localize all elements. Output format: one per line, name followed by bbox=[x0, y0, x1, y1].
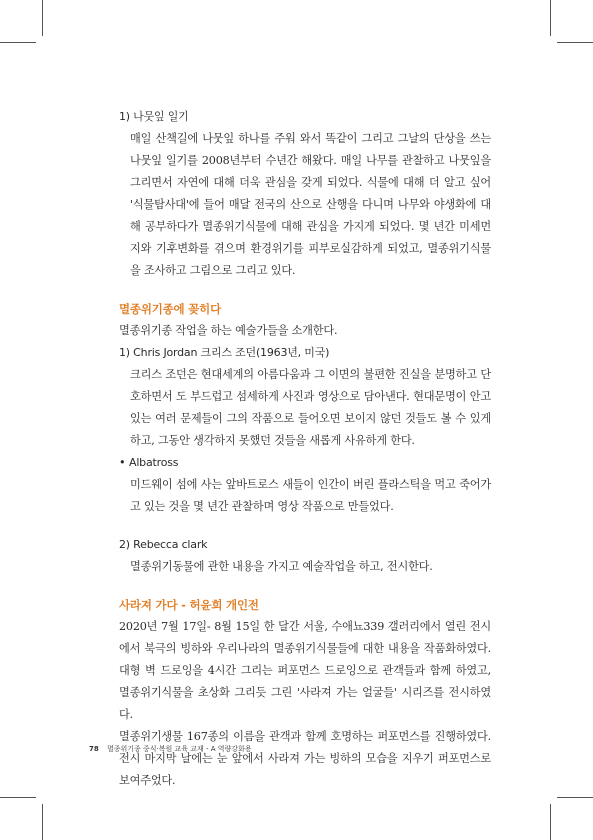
paragraph-exhibition-1: 2020년 7월 17일- 8월 15일 한 달간 서울, 수애뇨339 갤러리에서 열린 전시에서 북극의 빙하와 우리나라의 멸종위기식물들에 대한 내용을 작품화하였다. 대형 벽 드로잉을 4시간 그리는 퍼포먼스 드로잉으로 관객들과 함께 하였고, 멸종위기식물을 초상화 그리듯 그린 '사라져 가는 얼굴들' 시리즈를 전시하였다. bbox=[119, 620, 491, 721]
paragraph-rebecca-clark: 멸종위기동물에 관한 내용을 가지고 예술작업을 하고, 전시한다. bbox=[130, 560, 433, 573]
crop-mark bbox=[42, 804, 43, 840]
bullet-heading-albatross: Albatross bbox=[129, 456, 179, 469]
crop-mark bbox=[550, 0, 551, 36]
crop-mark bbox=[0, 42, 36, 43]
paragraph-chris-jordan: 크리스 조던은 현대세계의 아름다움과 그 이면의 불편한 진실을 분명하고 단호하면서 도 부드럽고 섬세하게 사진과 영상으로 담아낸다. 현대문명이 안고 있는 여러 문제들이 그의 작품으로 들어오면 보이지 않던 것들도 볼 수 있게 하고, 그동안 생각하지 못했던 것들을 새롭게 사유하게 한다. bbox=[130, 368, 491, 447]
paragraph-leaf-diary: 매일 산책길에 나뭇잎 하나를 주워 와서 똑같이 그리고 그날의 단상을 쓰는 나뭇잎 일기를 2008년부터 수년간 해왔다. 매일 나무를 관찰하고 나뭇잎을 그리면서 자연에 대해 더욱 관심을 갖게 되었다. 식물에 대해 더 알고 싶어 '식물탐사대'에 들어 매달 전국의 산으로 산행을 다니며 나무와 야생화에 대해 공부하다가 멸종위기식물에 대해 관심을 가지게 되었다. 몇 년간 미세먼지와 기후변화를 겪으며 환경위기를 피부로실감하게 되었고, 멸종위기식물을 조사하고 그림으로 그리고 있다. bbox=[130, 132, 491, 277]
section-title-endangered-species: 멸종위기종에 꽂히다 bbox=[119, 302, 221, 316]
crop-mark bbox=[550, 804, 551, 840]
page-content bbox=[119, 106, 491, 792]
crop-mark bbox=[557, 42, 593, 43]
crop-mark bbox=[42, 0, 43, 36]
section-heading-leaf-diary: 1) 나뭇잎 일기 bbox=[119, 110, 189, 123]
paragraph-albatross: 미드웨이 섬에 사는 앞바트로스 새들이 인간이 버린 플라스틱을 먹고 죽어가고 있는 것을 몇 년간 관찰하며 영상 작품으로 만들었다. bbox=[130, 478, 491, 513]
item-heading-rebecca-clark: 2) Rebecca clark bbox=[119, 538, 208, 551]
crop-mark bbox=[0, 797, 36, 798]
bullet-icon: • bbox=[119, 456, 126, 469]
crop-mark bbox=[557, 797, 593, 798]
paragraph-intro: 멸종위기종 작업을 하는 예술가들을 소개한다. bbox=[119, 324, 338, 337]
paragraph-exhibition-2: 멸종위기생물 167종의 이름을 관객과 함께 호명하는 퍼포먼스를 진행하였다. 전시 마지막 날에는 눈 앞에서 사라져 가는 빙하의 모습을 지우기 퍼포먼스로 보여주었다. bbox=[119, 730, 491, 787]
item-heading-chris-jordan: 1) Chris Jordan 크리스 조던(1963년, 미국) bbox=[119, 346, 330, 359]
bullet-item-albatross bbox=[119, 452, 491, 474]
page-number: 78 bbox=[89, 745, 99, 753]
section-title-exhibition: 사라져 가다 - 허윤희 개인전 bbox=[119, 598, 259, 612]
publication-title: 멸종위기종 중식·복원 교육 교재 - A 역량강화용 bbox=[106, 745, 252, 753]
page-footer bbox=[89, 744, 252, 754]
